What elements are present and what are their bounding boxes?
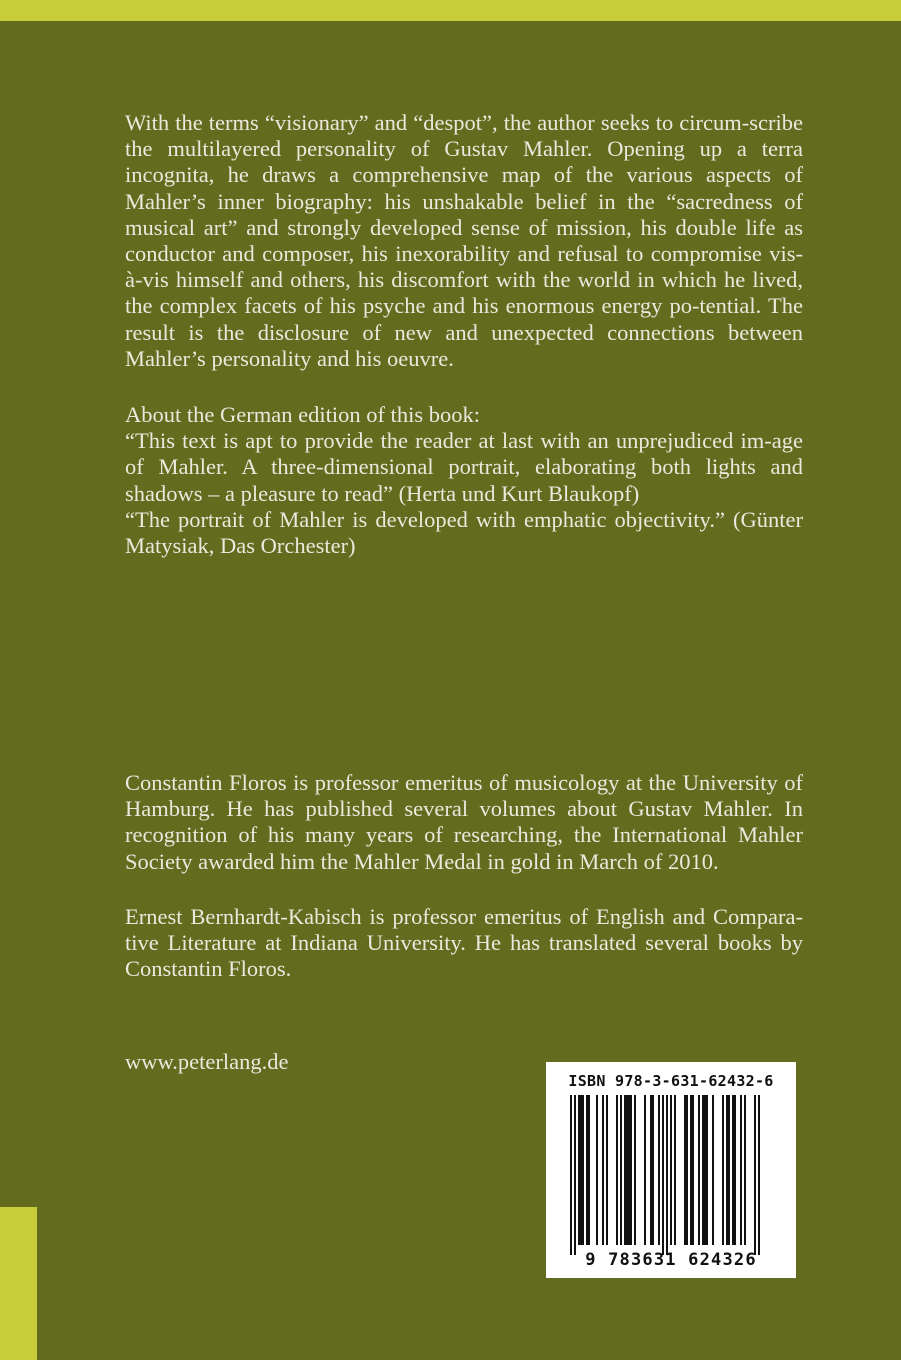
barcode-bar: [670, 1095, 672, 1245]
barcode-bar: [706, 1095, 708, 1245]
barcode-bar: [626, 1095, 628, 1245]
translator-bio-text: Ernest Bernhardt-Kabisch is professor emeritus of English and Compara-tive Literature at Indiana University. He has translated several books by Constantin Floros.: [125, 904, 803, 982]
barcode-bar: [658, 1095, 660, 1245]
barcode-bar: [650, 1095, 652, 1245]
website-text: www.peterlang.de: [125, 1049, 289, 1074]
barcode-bar: [684, 1095, 686, 1245]
barcode-bar: [634, 1095, 636, 1245]
barcode-bar: [606, 1095, 608, 1245]
barcode-bar: [726, 1095, 728, 1245]
top-color-band: [0, 0, 901, 21]
isbn-barcode-box: [546, 1062, 796, 1278]
barcode-bar: [574, 1095, 576, 1255]
barcode-bar: [674, 1095, 676, 1245]
barcode-bar: [704, 1095, 706, 1245]
barcode-bar: [732, 1095, 734, 1245]
barcode-bar: [698, 1095, 700, 1245]
review-quote-blaukopf: “This text is apt to provide the reader at last with an unprejudiced im-age of Mahler. A three-dimensional portrait, elaborating both lights and shadows – a pleasure to read” (Herta und Kurt Blaukopf): [125, 428, 803, 506]
barcode-bar: [570, 1095, 572, 1255]
barcode-digits: 9 783631 624326: [585, 1250, 757, 1270]
barcode-bar: [620, 1095, 622, 1245]
isbn-label: ISBN 978-3-631-62432-6: [568, 1072, 774, 1090]
barcode-bar: [740, 1095, 742, 1245]
reviews-intro: About the German edition of this book:: [125, 402, 480, 427]
barcode-bar: [652, 1095, 654, 1245]
barcode-bar: [690, 1095, 692, 1245]
barcode-bar: [580, 1095, 582, 1245]
barcode-bar: [744, 1095, 746, 1245]
book-blurb: [125, 110, 803, 372]
author-bio-text: Constantin Floros is professor emeritus of musicology at the University of Hamburg. He has published several volumes about Gustav Mahler. In recognition of his many years of researching, the International Mahler Society awarded him the Mahler Medal in gold in March of 2010.: [125, 770, 803, 874]
barcode-bar: [734, 1095, 736, 1245]
barcode-bar: [728, 1095, 730, 1245]
reviews-section: [125, 402, 803, 559]
bottom-left-color-band: [0, 1207, 37, 1360]
barcode-bar: [582, 1095, 584, 1245]
barcode-bar: [578, 1095, 580, 1245]
barcode: [546, 1062, 796, 1278]
barcode-bar: [644, 1095, 646, 1245]
barcode-bar: [686, 1095, 688, 1245]
barcode-bar: [666, 1095, 668, 1255]
review-quote-matysiak: “The portrait of Mahler is developed with emphatic objectivity.” (Günter Matysiak, Das Orchester): [125, 506, 803, 559]
barcode-bar: [588, 1095, 590, 1245]
barcode-bar: [692, 1095, 694, 1245]
barcode-bar: [722, 1095, 724, 1245]
barcode-bar: [628, 1095, 630, 1245]
barcode-bar: [616, 1095, 618, 1245]
barcode-bar: [586, 1095, 588, 1245]
author-bio: [125, 770, 803, 875]
barcode-bar: [712, 1095, 714, 1245]
barcode-bar: [596, 1095, 598, 1245]
barcode-bar: [602, 1095, 604, 1245]
barcode-bar: [624, 1095, 626, 1245]
blurb-paragraph: With the terms “visionary” and “despot”, the author seeks to circum-scribe the multilayered personality of Gustav Mahler. Opening up a terra incognita, he draws a comprehensive map of the various aspects of Mahler’s inner biography: his unshakable belief in the “sacredness of musical art” and strongly developed sense of mission, his double life as conductor and composer, his inexorability and refusal to compromise vis-à-vis himself and others, his discomfort with the world in which he lived, the complex facets of his psyche and his enormous energy po-tential. The result is the disclosure of new and unexpected connections between Mahler’s personality and his oeuvre.: [125, 110, 803, 371]
barcode-bar: [662, 1095, 664, 1255]
barcode-bar: [702, 1095, 704, 1245]
barcode-bar: [754, 1095, 756, 1255]
barcode-bar: [630, 1095, 632, 1245]
translator-bio: [125, 904, 803, 983]
barcode-bar: [758, 1095, 760, 1255]
